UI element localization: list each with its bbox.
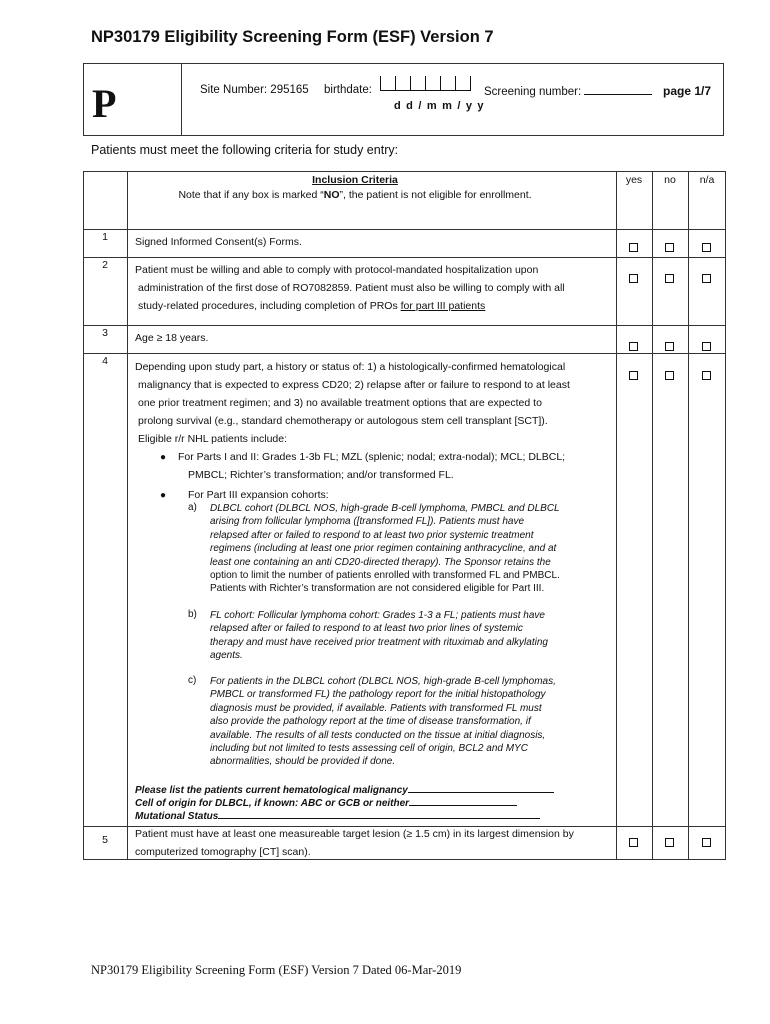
sub-a-label: a) [188, 502, 197, 513]
birthdate-label: birthdate: [324, 84, 372, 96]
criterion-text: Age ≥ 18 years. [135, 332, 209, 344]
sub-c-label: c) [188, 675, 197, 686]
checkbox-yes[interactable] [629, 342, 638, 351]
criteria-table [83, 171, 726, 860]
checkbox-no[interactable] [665, 342, 674, 351]
bullet-icon: ● [160, 490, 167, 501]
criterion-text: Patient must have at least one measureable target lesion (≥ 1.5 cm) in its largest dimension by computerized tomography [CT] scan). [135, 828, 574, 858]
criterion-number: 1 [102, 231, 108, 243]
screening-number [484, 84, 652, 98]
inclusion-note: Note that if any box is marked “NO”, the patient is not eligible for enrollment. [178, 189, 532, 201]
intro-text: Patients must meet the following criteria for study entry: [91, 143, 399, 157]
checkbox-no[interactable] [665, 243, 674, 252]
criterion-number: 4 [102, 355, 108, 367]
criterion-number: 2 [102, 259, 108, 271]
inclusion-criteria-heading: Inclusion Criteria [312, 174, 398, 186]
form-title: NP30179 Eligibility Screening Form (ESF) Version 7 [91, 28, 494, 46]
checkbox-na[interactable] [702, 371, 711, 380]
cell-of-origin-fill-line[interactable]: Cell of origin for DLBCL, if known: ABC or GCB or neither [135, 796, 517, 810]
checkbox-yes[interactable] [629, 274, 638, 283]
checkbox-na[interactable] [702, 243, 711, 252]
screening-label: Screening number: [484, 86, 582, 98]
header-divider [181, 64, 182, 135]
criterion-text: Patient must be willing and able to comply with protocol-mandated hospitalization upon administration of the first dose of RO7082859. Patient must also be willing to comply with all study-related procedures, including completion of PROs for part III patients [135, 264, 565, 312]
bullet-parts-i-ii: For Parts I and II: Grades 1-3b FL; MZL (splenic; nodal; extra-nodal); MCL; DLBCL; PMBCL; Richter’s transformation; and/or transformed FL. [178, 451, 566, 481]
column-na: n/a [699, 174, 715, 186]
pathology-report-text: For patients in the DLBCL cohort (DLBCL NOS, high-grade B-cell lymphomas, PMBCL or transformed FL) the pathology report for the initial histopathology diagnosis must be provided, if available. Patients with transformed FL must also provide the pathology report at the time of disease transformation, if available. The results of all tests conducted on the tissue at initial diagnosis, including but not limited to tests assessing cell of origin, BCL2 and MYC abnormalities, should be provided if done. [210, 676, 556, 768]
column-yes: yes [625, 174, 643, 186]
checkbox-no[interactable] [665, 274, 674, 283]
site-number: Site Number: 295165 [200, 84, 309, 96]
dlbcl-cohort-text: DLBCL cohort (DLBCL NOS, high-grade B-cell lymphoma, PMBCL and DLBCL arising from follicular lymphoma ([transformed FL]). Patients must have relapsed after or failed to respond to at least two prior systemic treatment regimens (including at least one prior regimen containing anthracycline, and at least one containing an anti CD20-directed therapy). The Sponsor retains the option to limit the number of patients enrolled with transformed FL and PMBCL. Patients with Richter’s transformation are not considered eligible for Part III. [210, 503, 560, 595]
checkbox-yes[interactable] [629, 371, 638, 380]
column-no: no [664, 174, 676, 186]
bullet-part-iii: For Part III expansion cohorts: [188, 489, 329, 501]
checkbox-yes[interactable] [629, 838, 638, 847]
birthdate-field[interactable] [380, 76, 471, 91]
fl-cohort-text: FL cohort: Follicular lymphoma cohort: Grades 1-3 a FL; patients must have relapsed after or failed to respond to at least two prior lines of systemic therapy and must have received prior treatment with rituximab and alkylating agents. [210, 610, 548, 662]
checkbox-na[interactable] [702, 342, 711, 351]
screening-number-field[interactable] [584, 84, 652, 95]
criterion-text: Depending upon study part, a history or status of: 1) a histologically-confirmed hematological malignancy that is expected to express CD20; 2) relapse after or failure to respond to at least one prior treatment regimen; and 3) no available treatment options that are expected to prolong survival (e.g., standard chemotherapy or autologous stem cell transplant [SCT]). Eligible r/r NHL patients include: [135, 361, 570, 445]
page-number: page 1/7 [663, 84, 712, 98]
checkbox-yes[interactable] [629, 243, 638, 252]
form-letter: P [92, 81, 117, 126]
mutational-status-fill-line[interactable]: Mutational Status [135, 809, 540, 823]
criterion-number: 3 [102, 327, 108, 339]
criterion-text: Signed Informed Consent(s) Forms. [135, 236, 302, 248]
checkbox-na[interactable] [702, 838, 711, 847]
birthdate-format: d d / m m / y y [394, 100, 485, 112]
header-box [83, 63, 724, 136]
sub-b-label: b) [188, 609, 197, 620]
checkbox-na[interactable] [702, 274, 711, 283]
checkbox-no[interactable] [665, 371, 674, 380]
page-footer: NP30179 Eligibility Screening Form (ESF) Version 7 Dated 06-Mar-2019 [91, 963, 462, 977]
bullet-icon: ● [160, 452, 167, 463]
checkbox-no[interactable] [665, 838, 674, 847]
criterion-number: 5 [102, 834, 108, 846]
malignancy-fill-line[interactable]: Please list the patients current hematological malignancy [135, 783, 554, 797]
